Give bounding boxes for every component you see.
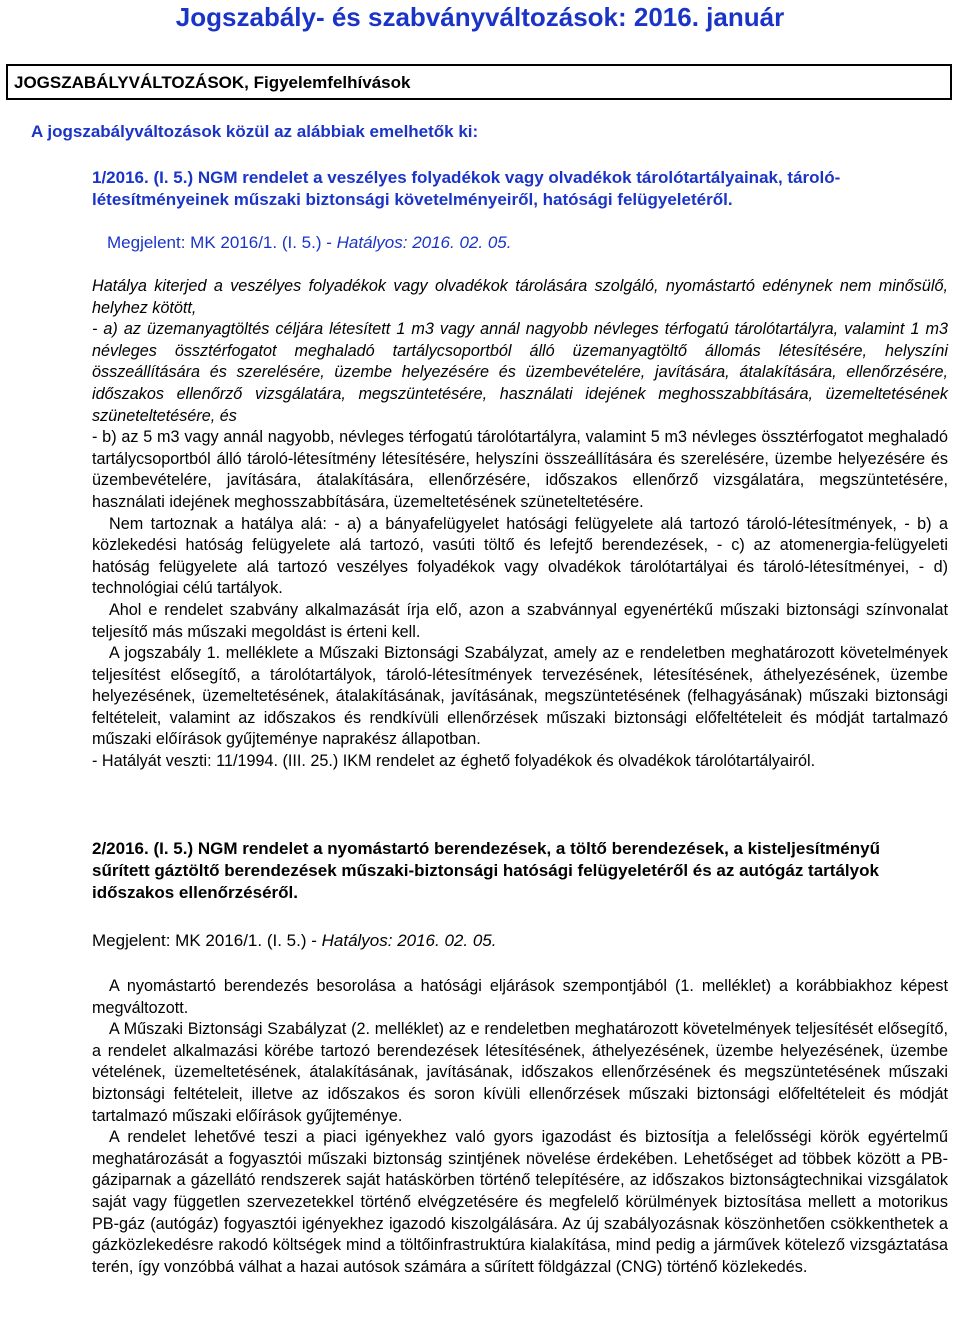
doc1-meta	[107, 233, 511, 253]
doc1-scope-intro: Hatálya kiterjed a veszélyes folyadékok vagy olvadékok tárolására szolgáló, nyomástartó edénynek nem minősülő, helyhez kötött,	[92, 277, 948, 317]
doc2-paragraph-2: A Műszaki Biztonsági Szabályzat (2. melléklet) az e rendeletben meghatározott követelmények teljesítését elősegítő, a rendelet alkalmazási körébe tartozó berendezések létesítésének, áthelyezésének, üzembe helyezésének, üzembe vételének, üzemeltetésének, átalakításának, javításának, időszakos ellenőrzésének és megszüntetésének műszaki biztonsági feltételeit, illetve az időszakos és soron kívüli ellenőrzések műszaki biztonsági előfeltételeit és módját tartalmazó műszaki előírások gyűjteménye.	[92, 1020, 948, 1125]
doc1-standard-note: Ahol e rendelet szabvány alkalmazását írja elő, azon a szabvánnyal egyenértékű műszaki biztonsági színvonalat teljesítő más műszaki megoldást is érteni kell.	[92, 600, 948, 641]
doc2-title: 2/2016. (I. 5.) NGM rendelet a nyomástartó berendezések, a töltő berendezések, a kisteljesítményű sűrített gáztöltő berendezések műszaki-biztonsági hatósági felügyeletéről és az autógáz tartályok időszakos ellenőrzéséről.	[92, 839, 880, 902]
doc2-meta-published: Megjelent: MK 2016/1. (I. 5.) -	[92, 931, 322, 950]
doc2-paragraph-1: A nyomástartó berendezés besorolása a hatósági eljárások szempontjából (1. melléklet) a korábbiakhoz képest megváltozott.	[92, 977, 948, 1017]
doc1-scope-a: - a) az üzemanyagtöltés céljára létesített 1 m3 vagy annál nagyobb névleges térfogatú tárolótartályra, valamint 1 m3 névleges össztérfogatot meghaladó tartálycsoportból álló üzemanyagtöltő állomás létesítésére, helyszíni összeállítására és szerelésére, üzembe helyezésére és üzembevételére, javítására, átalakítására, ellenőrzésére, időszakos ellenőrző vizsgálatára, megszüntetésére, használati idejének meghosszabbítására, üzemeltetésének szüneteltetésére, és	[92, 320, 948, 425]
doc2-paragraph-3: A rendelet lehetővé teszi a piaci igényekhez való gyors igazodást és biztosítja a felelősségi körök egyértelmű meghatározását a fogyasztói műszaki biztonság szintjének növelése érdekében. Lehetőséget ad többek között a PB-gáziparnak a gázellátó rendszerek saját hatáskörben történő telepítésére, az időszakos biztonságtechnikai vizsgálatok saját vagy független szervezetekkel történő elvégzetésére és megfelelő körülmények biztosítása mellett a motorikus PB-gáz (autógáz) fogyasztói igényekhez igazodó kiszolgálására. Az új szabályozásnak köszönhetően csökkenthetek a gázközlekedésre rakodó költségek mind a töltőinfrastruktúra kialakítása, mind pedig a járművek kötelező vizsgáztatása terén, így vonzóbbá válhat a hazai autósok számára a sűrített földgázzal (CNG) történő közlekedés.	[92, 1128, 948, 1276]
doc1-scope-b: - b) az 5 m3 vagy annál nagyobb, névleges térfogatú tárolótartályra, valamint 5 m3 névleges össztérfogatot meghaladó tartálycsoportból álló tároló-létesítmény létesítésére, helyszíni összeállítására és szerelésére, üzembe helyezésére és üzembevételére, javítására, átalakítására, ellenőrzésére, időszakos ellenőrző vizsgálatára, megszüntetésére, használati idejének meghosszabbítására, üzemeltetésének szüneteltetésére.	[92, 428, 948, 511]
section-heading: JOGSZABÁLYVÁLTOZÁSOK, Figyelemfelhívások	[6, 64, 952, 100]
doc1-repeal: - Hatályát veszti: 11/1994. (III. 25.) IKM rendelet az éghető folyadékok és olvadékok tárolótartályairól.	[92, 752, 816, 771]
doc2-body	[92, 976, 948, 1278]
intro-text: A jogszabályváltozások közül az alábbiak emelhetők ki:	[31, 122, 479, 141]
doc1-exclusions: Nem tartoznak a hatálya alá: - a) a bányafelügyelet hatósági felügyelete alá tartozó tároló-létesítmények, - b) a közlekedési hatóság felügyelete alá tartozó, vasúti töltő és lefejtő berendezések, - c) az atomenergia-felügyeleti hatóság felügyelete alá tartozó veszélyes folyadékok vagy olvadékok tárolótartályai és tároló-létesítményei, - d) technológiai célú tartályok.	[92, 514, 948, 598]
doc2-meta	[92, 931, 496, 951]
doc1-meta-effective: Hatályos: 2016. 02. 05.	[336, 233, 512, 252]
doc1-title: 1/2016. (I. 5.) NGM rendelet a veszélyes folyadékok vagy olvadékok tárolótartályainak, tároló-létesítményeinek műszaki biztonsági követelményeiről, hatósági felügyeletéről.	[92, 168, 841, 209]
page-title: Jogszabály- és szabványváltozások: 2016. január	[175, 2, 785, 32]
doc1-meta-published: Megjelent: MK 2016/1. (I. 5.) -	[107, 233, 337, 252]
doc1-annex-note: A jogszabály 1. melléklete a Műszaki Biztonsági Szabályzat, amely az e rendeletben meghatározott követelmények teljesítést elősegítő, a tárolótartályok, tároló-létesítmények tervezésének, létesítésének, áthelyezésének, üzembe helyezésének, üzemeltetésének, átalakításának, javításának, megszüntetésének (felhagyásának) műszaki biztonsági feltételeit, valamint az időszakos és rendkívüli ellenőrzések műszaki biztonsági előfeltételeit és módját tartalmazó műszaki előírások gyűjteménye naprakész állapotban.	[92, 644, 948, 749]
doc2-meta-effective: Hatályos: 2016. 02. 05.	[321, 931, 497, 950]
doc1-body	[92, 276, 948, 773]
